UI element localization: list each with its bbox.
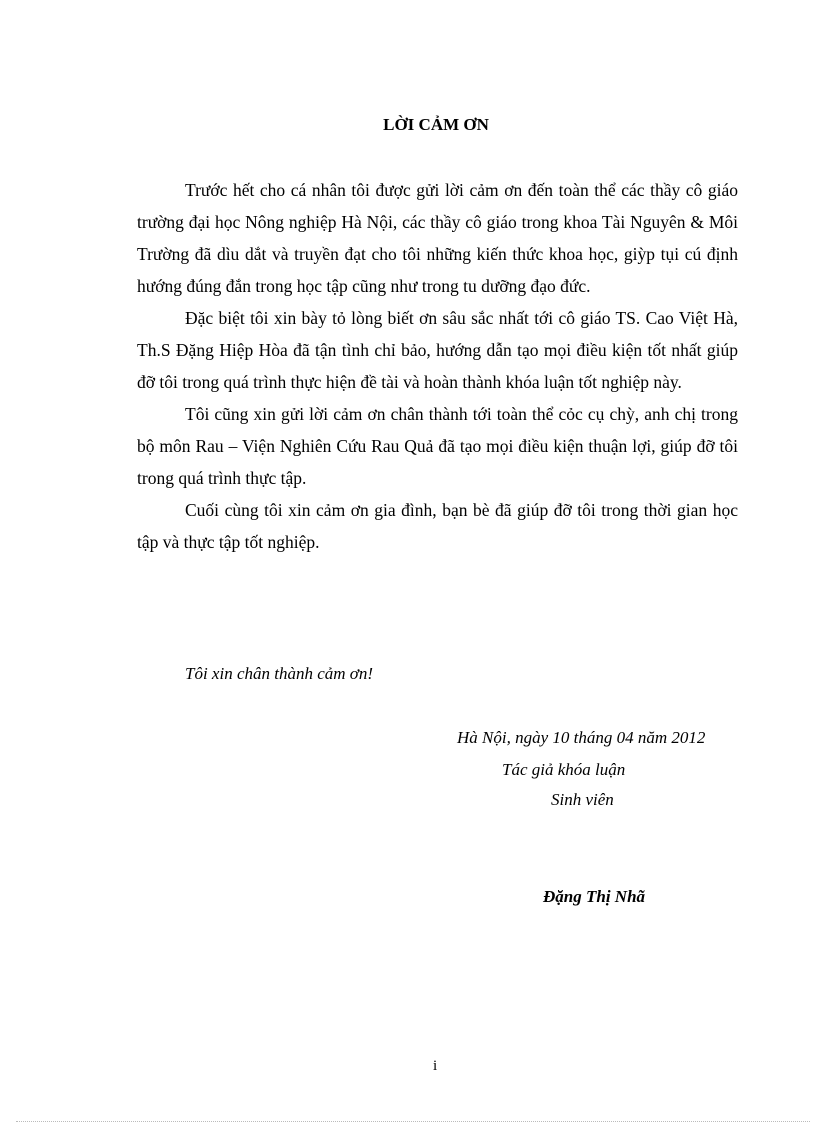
closing-line: Tôi xin chân thành cảm ơn! [185,664,374,683]
paragraph-4: Cuối cùng tôi xin cảm ơn gia đình, bạn bè đã giúp đỡ tôi trong thời gian học tập và thực tập tốt nghiệp. [137,500,738,552]
author-position: Sinh viên [551,790,614,809]
page-boundary-divider [16,1121,810,1122]
paragraph-1: Trước hết cho cá nhân tôi được gửi lời cảm ơn đến toàn thể các thầy cô giáo trường đại học Nông nghiệp Hà Nội, các thầy cô giáo trong khoa Tài Nguyên & Môi Trường đã dìu dắt và truyền đạt cho tôi những kiến thức khoa học, giỳp tụi cú định hướng đúng đắn trong học tập cũng như trong tu dưỡng đạo đức. [137,180,738,296]
paragraph-2: Đặc biệt tôi xin bày tỏ lòng biết ơn sâu sắc nhất tới cô giáo TS. Cao Việt Hà, Th.S Đặng Hiệp Hòa đã tận tình chỉ bảo, hướng dẫn tạo mọi điều kiện tốt nhất giúp đỡ tôi trong quá trình thực hiện đề tài và hoàn thành khóa luận tốt nghiệp này. [137,308,738,392]
paragraph-3: Tôi cũng xin gửi lời cảm ơn chân thành tới toàn thể cỏc cụ chỳ, anh chị trong bộ môn Rau – Viện Nghiên Cứu Rau Quả đã tạo mọi điều kiện thuận lợi, giúp đỡ tôi trong quá trình thực tập. [137,404,738,488]
author-name: Đặng Thị Nhã [543,887,646,906]
page-number: i [433,1058,438,1074]
place-date: Hà Nội, ngày 10 tháng 04 năm 2012 [457,728,706,747]
document-body [137,174,738,558]
page-title: LỜI CẢM ƠN [383,115,489,134]
author-role: Tác giả khóa luận [502,760,626,779]
